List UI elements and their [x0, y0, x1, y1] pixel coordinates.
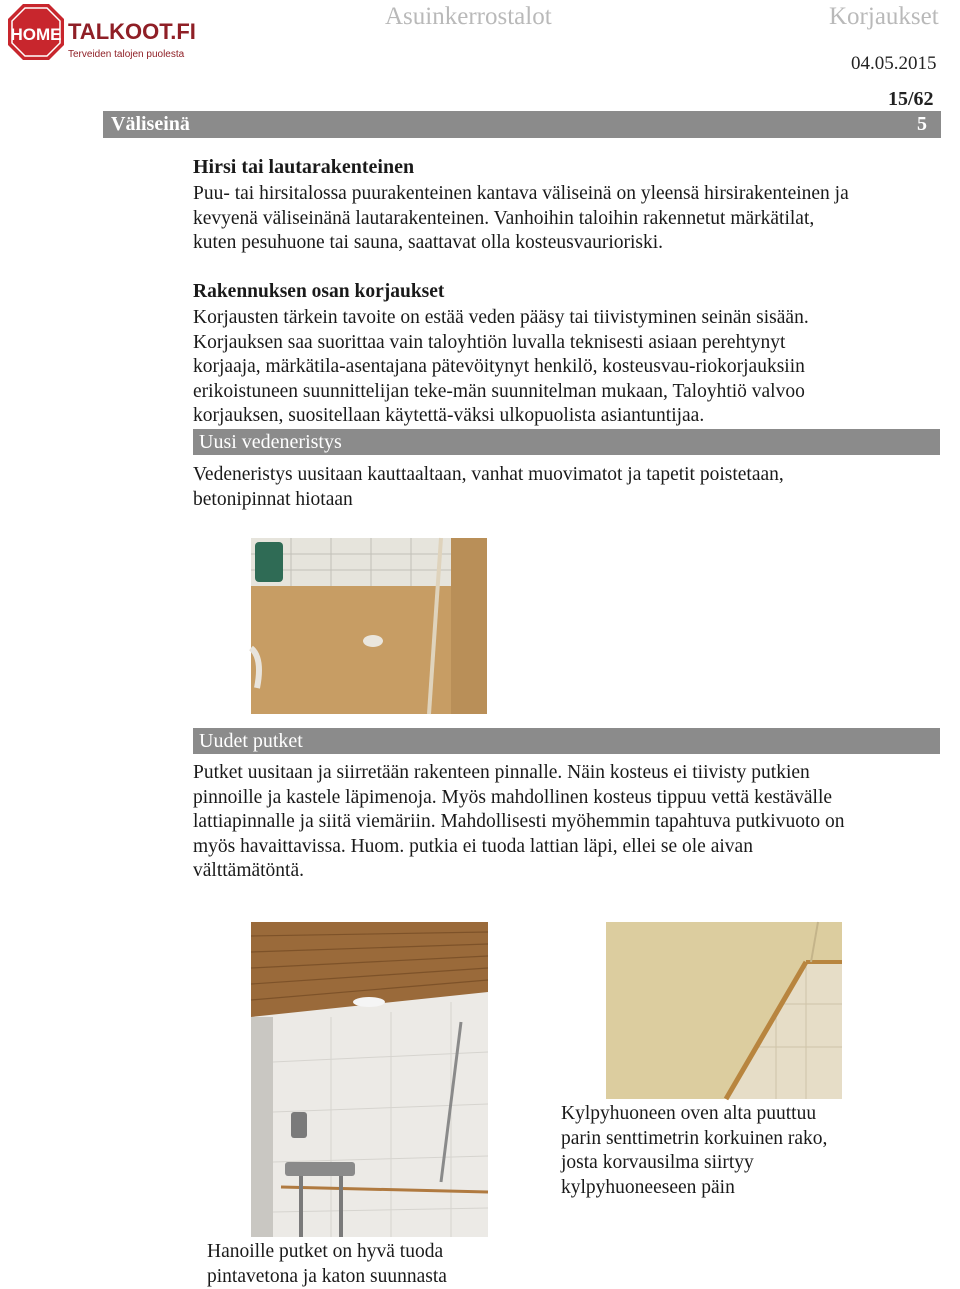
- vedeneristys-bar-title: Uusi vedeneristys: [199, 431, 342, 453]
- threshold-caption: [561, 1102, 827, 1200]
- threshold-caption-line: josta korvausilma siirtyy: [561, 1152, 754, 1173]
- putket-line: pinnoille ja kastele läpimenoja. Myös mahdollinen kosteus tippuu vettä kestävälle: [193, 786, 833, 808]
- vedeneristys-line: Vedeneristys uusitaan kauttaaltaan, vanhat muovimatot ja tapetit poistetaan,: [193, 464, 784, 485]
- korjaukset-line: korjauksen, suositellaan käytettä-väksi ulkopuolista asiantuntijaa.: [193, 405, 705, 426]
- shower-pipes-photo: [251, 922, 488, 1237]
- logo-graphic: [6, 2, 196, 64]
- hirsi-line: kuten pesuhuone tai sauna, saattavat olla kosteusvaurioriski.: [193, 232, 664, 253]
- korjaukset-line: korjaaja, märkätila-asentajana pätevöitynyt henkilö, kosteusvau-riokorjauksiin: [193, 356, 805, 377]
- pipes-caption-line: Hanoille putket on hyvä tuoda: [207, 1241, 444, 1262]
- korjaukset-paragraph: [193, 306, 809, 429]
- door-threshold-photo: [606, 922, 842, 1099]
- korjaukset-heading: Rakennuksen osan korjaukset: [193, 281, 445, 302]
- logo-tagline-text: Terveiden talojen puolesta: [68, 49, 185, 60]
- pipes-caption-line: pintavetona ja katon suunnasta: [207, 1265, 447, 1287]
- header-date: 04.05.2015: [851, 53, 937, 74]
- hirsi-line: Puu- tai hirsitalossa puurakenteinen kantava väliseinä on yleensä hirsirakenteinen ja: [193, 183, 849, 204]
- header-topic: Korjaukset: [829, 3, 939, 30]
- putket-line: välttämätöntä.: [193, 860, 305, 881]
- korjaukset-line: Korjausten tärkein tavoite on estää veden pääsy tai tiivistyminen seinän sisään.: [193, 307, 809, 328]
- hirsi-line: kevyenä väliseinänä lautarakenteinen. Vanhoihin taloihin rakennetut märkätilat,: [193, 207, 815, 229]
- hometalkoot-logo: [6, 2, 196, 64]
- section-bar: [103, 111, 941, 138]
- putket-line: lattiapinnalle ja siitä viemäriin. Mahdollisesti myöhemmin tapahtuva putkivuoto on: [193, 811, 845, 832]
- section-number: 5: [917, 113, 927, 135]
- korjaukset-line: Korjauksen saa suorittaa vain taloyhtiön luvalla teknisesti asiaan perehtynyt: [193, 331, 786, 353]
- header-category: Asuinkerrostalot: [385, 3, 552, 30]
- threshold-caption-line: Kylpyhuoneen oven alta puuttuu: [561, 1103, 817, 1124]
- threshold-caption-line: kylpyhuoneeseen päin: [561, 1176, 735, 1198]
- logo-brand-text: TALKOOT.FI: [68, 19, 196, 44]
- korjaukset-line: erikoistuneen suunnittelijan teke-män suunnitelman mukaan, Taloyhtiö valvoo: [193, 380, 805, 402]
- hirsi-paragraph: [193, 182, 849, 256]
- page-number: 15/62: [888, 88, 934, 110]
- vedeneristys-bar: [193, 429, 940, 455]
- vedeneristys-paragraph: [193, 463, 784, 512]
- putket-paragraph: [193, 761, 845, 884]
- putket-bar-title: Uudet putket: [199, 730, 303, 752]
- vedeneristys-line: betonipinnat hiotaan: [193, 488, 353, 510]
- pipes-caption: [207, 1240, 447, 1289]
- section-title: Väliseinä: [111, 113, 190, 135]
- putket-bar: [193, 728, 940, 754]
- threshold-caption-line: parin senttimetrin korkuinen rako,: [561, 1127, 828, 1149]
- bathroom-floor-photo: [251, 538, 487, 714]
- putket-line: Putket uusitaan ja siirretään rakenteen pinnalle. Näin kosteus ei tiivisty putkien: [193, 762, 810, 783]
- logo-home-text: HOME: [10, 25, 62, 44]
- hirsi-heading: Hirsi tai lautarakenteinen: [193, 156, 415, 178]
- putket-line: myös havaittavissa. Huom. putkia ei tuoda lattian läpi, ellei se ole aivan: [193, 835, 753, 857]
